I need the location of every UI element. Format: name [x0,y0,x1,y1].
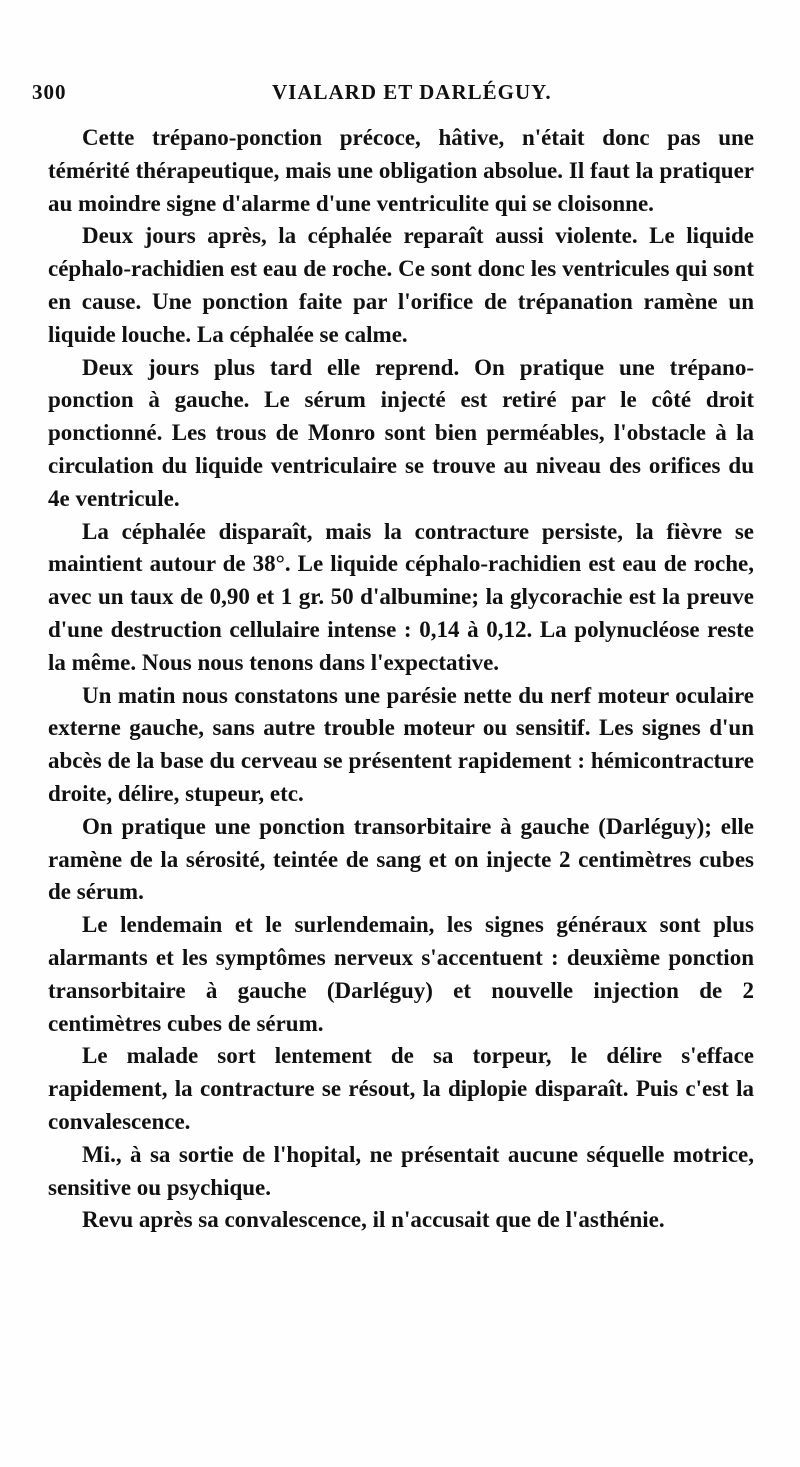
page-number: 300 [32,80,67,104]
running-head: VIALARD ET DARLÉGUY. [272,80,552,104]
paragraph: Le malade sort lentement de sa torpeur, le délire s'efface rapidement, la contracture se résout, la diplopie disparaît. Puis c'est la convalescence. [48,1043,754,1134]
paragraph: Deux jours plus tard elle reprend. On pratique une trépano-ponction à gauche. Le sérum injecté est retiré par le côté droit ponctionné. Les trous de Monro sont bien perméables, l'obstacle à la circulation du liquide ventriculaire se trouve au niveau des orifices du 4e ventricule. [48,354,754,511]
body-text [48,122,754,1237]
paragraph: Revu après sa convalescence, il n'accusait que de l'asthénie. [82,1207,665,1233]
paragraph: On pratique une ponction transorbitaire à gauche (Darléguy); elle ramène de la sérosité, teintée de sang et on injecte 2 centimètres cubes de sérum. [48,813,754,905]
paragraph: La céphalée disparaît, mais la contracture persiste, la fièvre se maintient autour de 38°. Le liquide céphalo-rachidien est eau de roche, avec un taux de 0,90 et 1 gr. 50 d'albumine; la glycorachie est la preuve d'une destruction cellulaire intense : 0,14 à 0,12. La polynucléose reste la même. Nous nous tenons dans l'expectative. [48,518,754,675]
paragraph: Le lendemain et le surlendemain, les signes généraux sont plus alarmants et les symptômes nerveux s'accentuent : deuxième ponction transorbitaire à gauche (Darléguy) et nouvelle injection de 2 centimètres cubes de sérum. [48,912,754,1036]
page-header [32,80,772,116]
paragraph: Mi., à sa sortie de l'hopital, ne présentait aucune séquelle motrice, sensitive ou psychique. [48,1141,754,1200]
paragraph: Deux jours après, la céphalée reparaît aussi violente. Le liquide céphalo-rachidien est eau de roche. Ce sont donc les ventricules qui sont en cause. Une ponction faite par l'orifice de trépanation ramène un liquide louche. La céphalée se calme. [48,223,754,347]
paragraph: Cette trépano-ponction précoce, hâtive, n'était donc pas une témérité thérapeutique, mais une obligation absolue. Il faut la pratiquer au moindre signe d'alarme d'une ventriculite qui se cloisonne. [48,125,754,216]
paragraph: Un matin nous constatons une parésie nette du nerf moteur oculaire externe gauche, sans autre trouble moteur ou sensitif. Les signes d'un abcès de la base du cerveau se présentent rapidement : hémicontracture droite, délire, stupeur, etc. [48,682,754,806]
